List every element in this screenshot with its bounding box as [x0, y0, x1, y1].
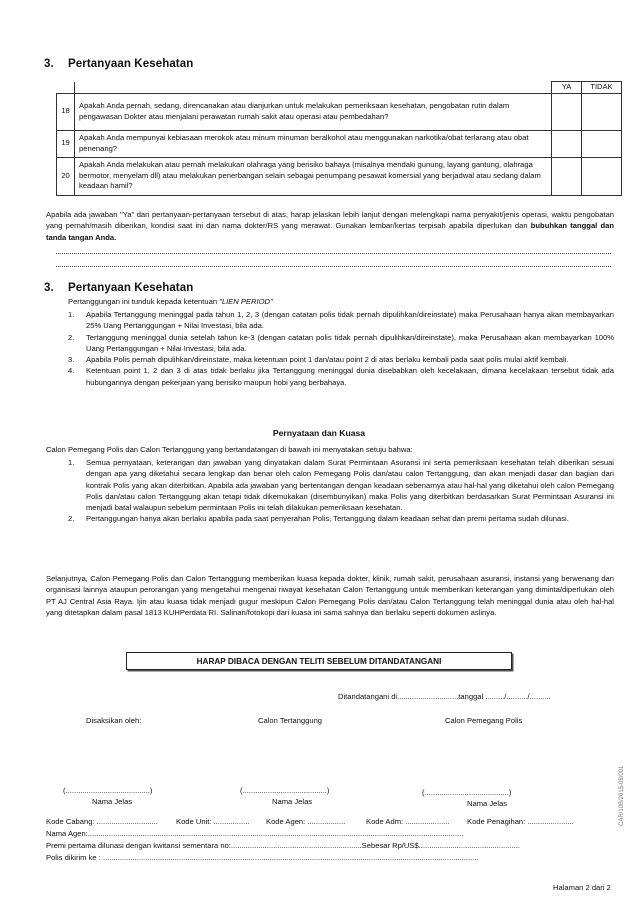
list-item	[68, 354, 614, 365]
section-number: 3.	[44, 282, 54, 294]
no-checkbox[interactable]	[582, 130, 622, 157]
question-text: Apakah Anda melakukan atau pernah melakukan olahraga yang berisiko bahaya (misalnya mendaki gunung, layang gantung, olahraga bermotor, menyelam dll) atau melakukan penerbangan selain sebagai penumpang pesawat komersial yang berjadwal atau sedang dalam keadaan hamil?	[75, 157, 552, 195]
question-row	[57, 93, 622, 130]
list-item	[68, 332, 614, 355]
read-carefully-box: HARAP DIBACA DENGAN TELITI SEBELUM DITANDATANGANI	[126, 652, 512, 670]
section-title: Pertanyaan Kesehatan	[68, 282, 194, 294]
agent-name-field[interactable]: Nama Agen:..................................................................................................................................................................................	[46, 829, 464, 838]
item-number: 3.	[68, 355, 75, 365]
yes-column-header: YA	[552, 82, 582, 94]
lien-period-heading	[44, 282, 193, 294]
explanation-note-emphasis: bubuhkan tanggal dan tanda tangan Anda.	[46, 221, 614, 242]
lien-period-list	[68, 309, 614, 388]
no-column-header: TIDAK	[582, 82, 622, 94]
question-row	[57, 130, 622, 157]
empty-header-cell	[57, 82, 75, 94]
question-number: 20	[57, 157, 75, 195]
list-item	[68, 309, 614, 332]
question-row	[57, 157, 622, 195]
question-text: Apakah Anda pernah, sedang, direncanakan atau dianjurkan untuk melakukan pemeriksaan kesehatan, pengobatan rutin dalam pengawasan Dokter atau menjalani perawatan rumah sakit atau operasi atau pembedahan?	[75, 93, 552, 130]
lien-period-intro	[68, 296, 608, 307]
holder-name-label: Nama Jelas	[467, 799, 508, 808]
item-number: 2.	[68, 514, 75, 524]
health-questions-heading	[44, 58, 193, 70]
holder-signature-line[interactable]: (........................................)	[422, 788, 512, 797]
item-number: 1.	[68, 310, 75, 319]
witness-signature-line[interactable]: (........................................)	[63, 786, 153, 795]
statement-title: Pernyataan dan Kuasa	[272, 428, 366, 438]
item-number: 2.	[68, 332, 75, 342]
unit-code-field[interactable]: Kode Unit: .................	[176, 817, 250, 826]
signing-place-date[interactable]: Ditandatangani di.............................tanggal ........./........../..........	[338, 692, 551, 701]
item-text: Apabila Tertanggung meninggal pada tahun 1, 2, 3 (dengan catatan polis tidak pernah dipulihkan/direinstate) maka Perusahaan hanya akan membayarkan 25% Uang Pertanggungan + Nilai Investasi, bila ada.	[86, 310, 614, 331]
question-number: 18	[57, 93, 75, 130]
agent-code-field[interactable]: Kode Agen: ..................	[266, 817, 346, 826]
lien-period-term: "LIEN PERIOD"	[219, 297, 273, 306]
item-text: Ketentuan point 1, 2 dan 3 di atas tidak berlaku jika Tertanggung meninggal dunia disebabkan oleh kecelakaan, dimana kecelakaan tersebut tidak ada hubungannya dengan pekerjaan yang berisiko maupun hobi yang berbahaya.	[86, 366, 614, 387]
question-number: 19	[57, 130, 75, 157]
list-item	[68, 365, 614, 388]
no-checkbox[interactable]	[582, 157, 622, 195]
item-text: Semua pernyataan, keterangan dan jawaban yang dinyatakan dalam Surat Permintaan Asuransi ini serta pemeriksaan kesehatan telah diberikan sesuai dengan apa yang diketahui secara lengkap dan benar oleh calon Pemegang Polis dan/atau calon Tertanggung, dan akan menjadi dasar dan bagian dari kontrak Polis yang akan diterbitkan. Apabila ada jawaban yang bertentangan dengan keadaan sebenarnya atau hal-hal yang diketahui oleh calon Pemegang Polis dan/atau calon Tertanggung akan tetapi tidak dikemukakan (disembunyikan) maka Polis yang diterbitkan berdasarkan Surat Permintaan Asuransi ini menjadi batal walaupun sebelum permintaan Polis ini telah dilakukan pemeriksaan kesehatan.	[86, 458, 614, 513]
policy-delivery-field[interactable]: Polis dikirim ke : ..................................................................................................................................................................................	[46, 853, 479, 862]
item-number: 4.	[68, 366, 75, 376]
yes-checkbox[interactable]	[552, 157, 582, 195]
policy-holder-label: Calon Pemegang Polis	[445, 716, 523, 725]
witness-name-label: Nama Jelas	[92, 797, 133, 806]
branch-code-field[interactable]: Kode Cabang: .............................	[46, 817, 158, 826]
form-code: CAR/10B/2015-08/001	[619, 765, 625, 826]
table-header-row	[57, 82, 622, 94]
explanation-note	[46, 209, 614, 243]
yes-checkbox[interactable]	[552, 93, 582, 130]
admin-code-field[interactable]: Kode Adm: .....................	[366, 817, 450, 826]
yes-checkbox[interactable]	[552, 130, 582, 157]
billing-code-field[interactable]: Kode Penagihan: ......................	[467, 817, 574, 826]
insured-label: Calon Tertanggung	[258, 716, 323, 725]
statement-intro: Calon Pemegang Polis dan Calon Tertanggung yang bertandatangan di bawah ini menyatakan setuju bahwa:	[46, 445, 413, 454]
explanation-line[interactable]	[56, 253, 611, 254]
health-questions-table	[56, 81, 622, 196]
section-title: Pertanyaan Kesehatan	[68, 58, 194, 70]
question-text: Apakah Anda mempunyai kebiasaan merokok atau minum minuman beralkohol atau menggunakan narkotika/obat terlarang atau obat penenang?	[75, 130, 552, 157]
item-text: Apabila Polis pernah dipulihkan/direinstate, maka ketentuan point 1 dan/atau point 2 di atas berlaku kembali pada saat polis mulai aktif kembali.	[86, 355, 569, 365]
statement-closing: Selanjutnya, Calon Pemegang Polis dan Calon Tertanggung memberikan kuasa kepada dokter, klinik, rumah sakit, perusahaan asuransi, instansi yang berwenang dan organisasi lainnya ataupun perorangan yang mengetahui mengenai riwayat kesehatan Calon Tertanggung untuk memberikan keterangan yang diminta/diperlukan oleh PT AJ Central Asia Raya. Ijin atau kuasa tidak menjadi gugur meskipun Calon Pemegang Polis dan/atau Calon Tertanggung telah meninggal dunia atau oleh hal-hal yang ditetapkan dalam pasal 1813 KUHPerdata RI. Salinan/fotokopi dari kuasa ini sama sahnya dan berlaku seperti dokumen aslinya.	[46, 574, 614, 617]
first-premium-field[interactable]: Premi pertama dilunasi dengan kwitansi sementara no:..............................................................Sebesar Rp/US$................................................	[46, 841, 520, 850]
list-item	[68, 513, 614, 524]
page-number: Halaman 2 dari 2	[553, 883, 611, 892]
item-text: Tertanggung meninggal dunia setelah tahun ke-3 (dengan catatan polis tidak pernah dipulihkan/direinstate), maka Perusahaan akan membayarkan 100% Uang Pertanggungan + Nilai Investasi, bila ada.	[86, 332, 614, 353]
section-number: 3.	[44, 58, 54, 70]
empty-header-cell	[75, 82, 552, 94]
insured-name-label: Nama Jelas	[272, 797, 313, 806]
explanation-note-text: Apabila ada jawaban "Ya" dari pertanyaan-pertanyaan tersebut di atas, harap jelaskan lebih lanjut dengan melengkapi nama penyakit/jenis operasi, waktu pengobatan yang pernah/masih diberikan, kondisi saat ini dan nama dokter/RS yang merawat. Gunakan lembar/kertas terpisah apabila diperlukan dan	[46, 210, 614, 231]
no-checkbox[interactable]	[582, 93, 622, 130]
list-item	[68, 457, 614, 513]
explanation-line[interactable]	[56, 266, 611, 267]
item-text: Pertanggungan hanya akan berlaku apabila pada saat penyerahan Polis, Tertanggung dalam keadaan sehat dan premi pertama sudah dilunasi.	[86, 514, 569, 524]
statement-list	[68, 457, 614, 525]
item-number: 1.	[68, 458, 75, 467]
lien-period-intro-text: Pertanggungan ini tunduk kepada ketentuan	[68, 297, 220, 306]
insured-signature-line[interactable]: (........................................)	[240, 786, 330, 795]
witness-label: Disaksikan oleh:	[86, 716, 142, 725]
